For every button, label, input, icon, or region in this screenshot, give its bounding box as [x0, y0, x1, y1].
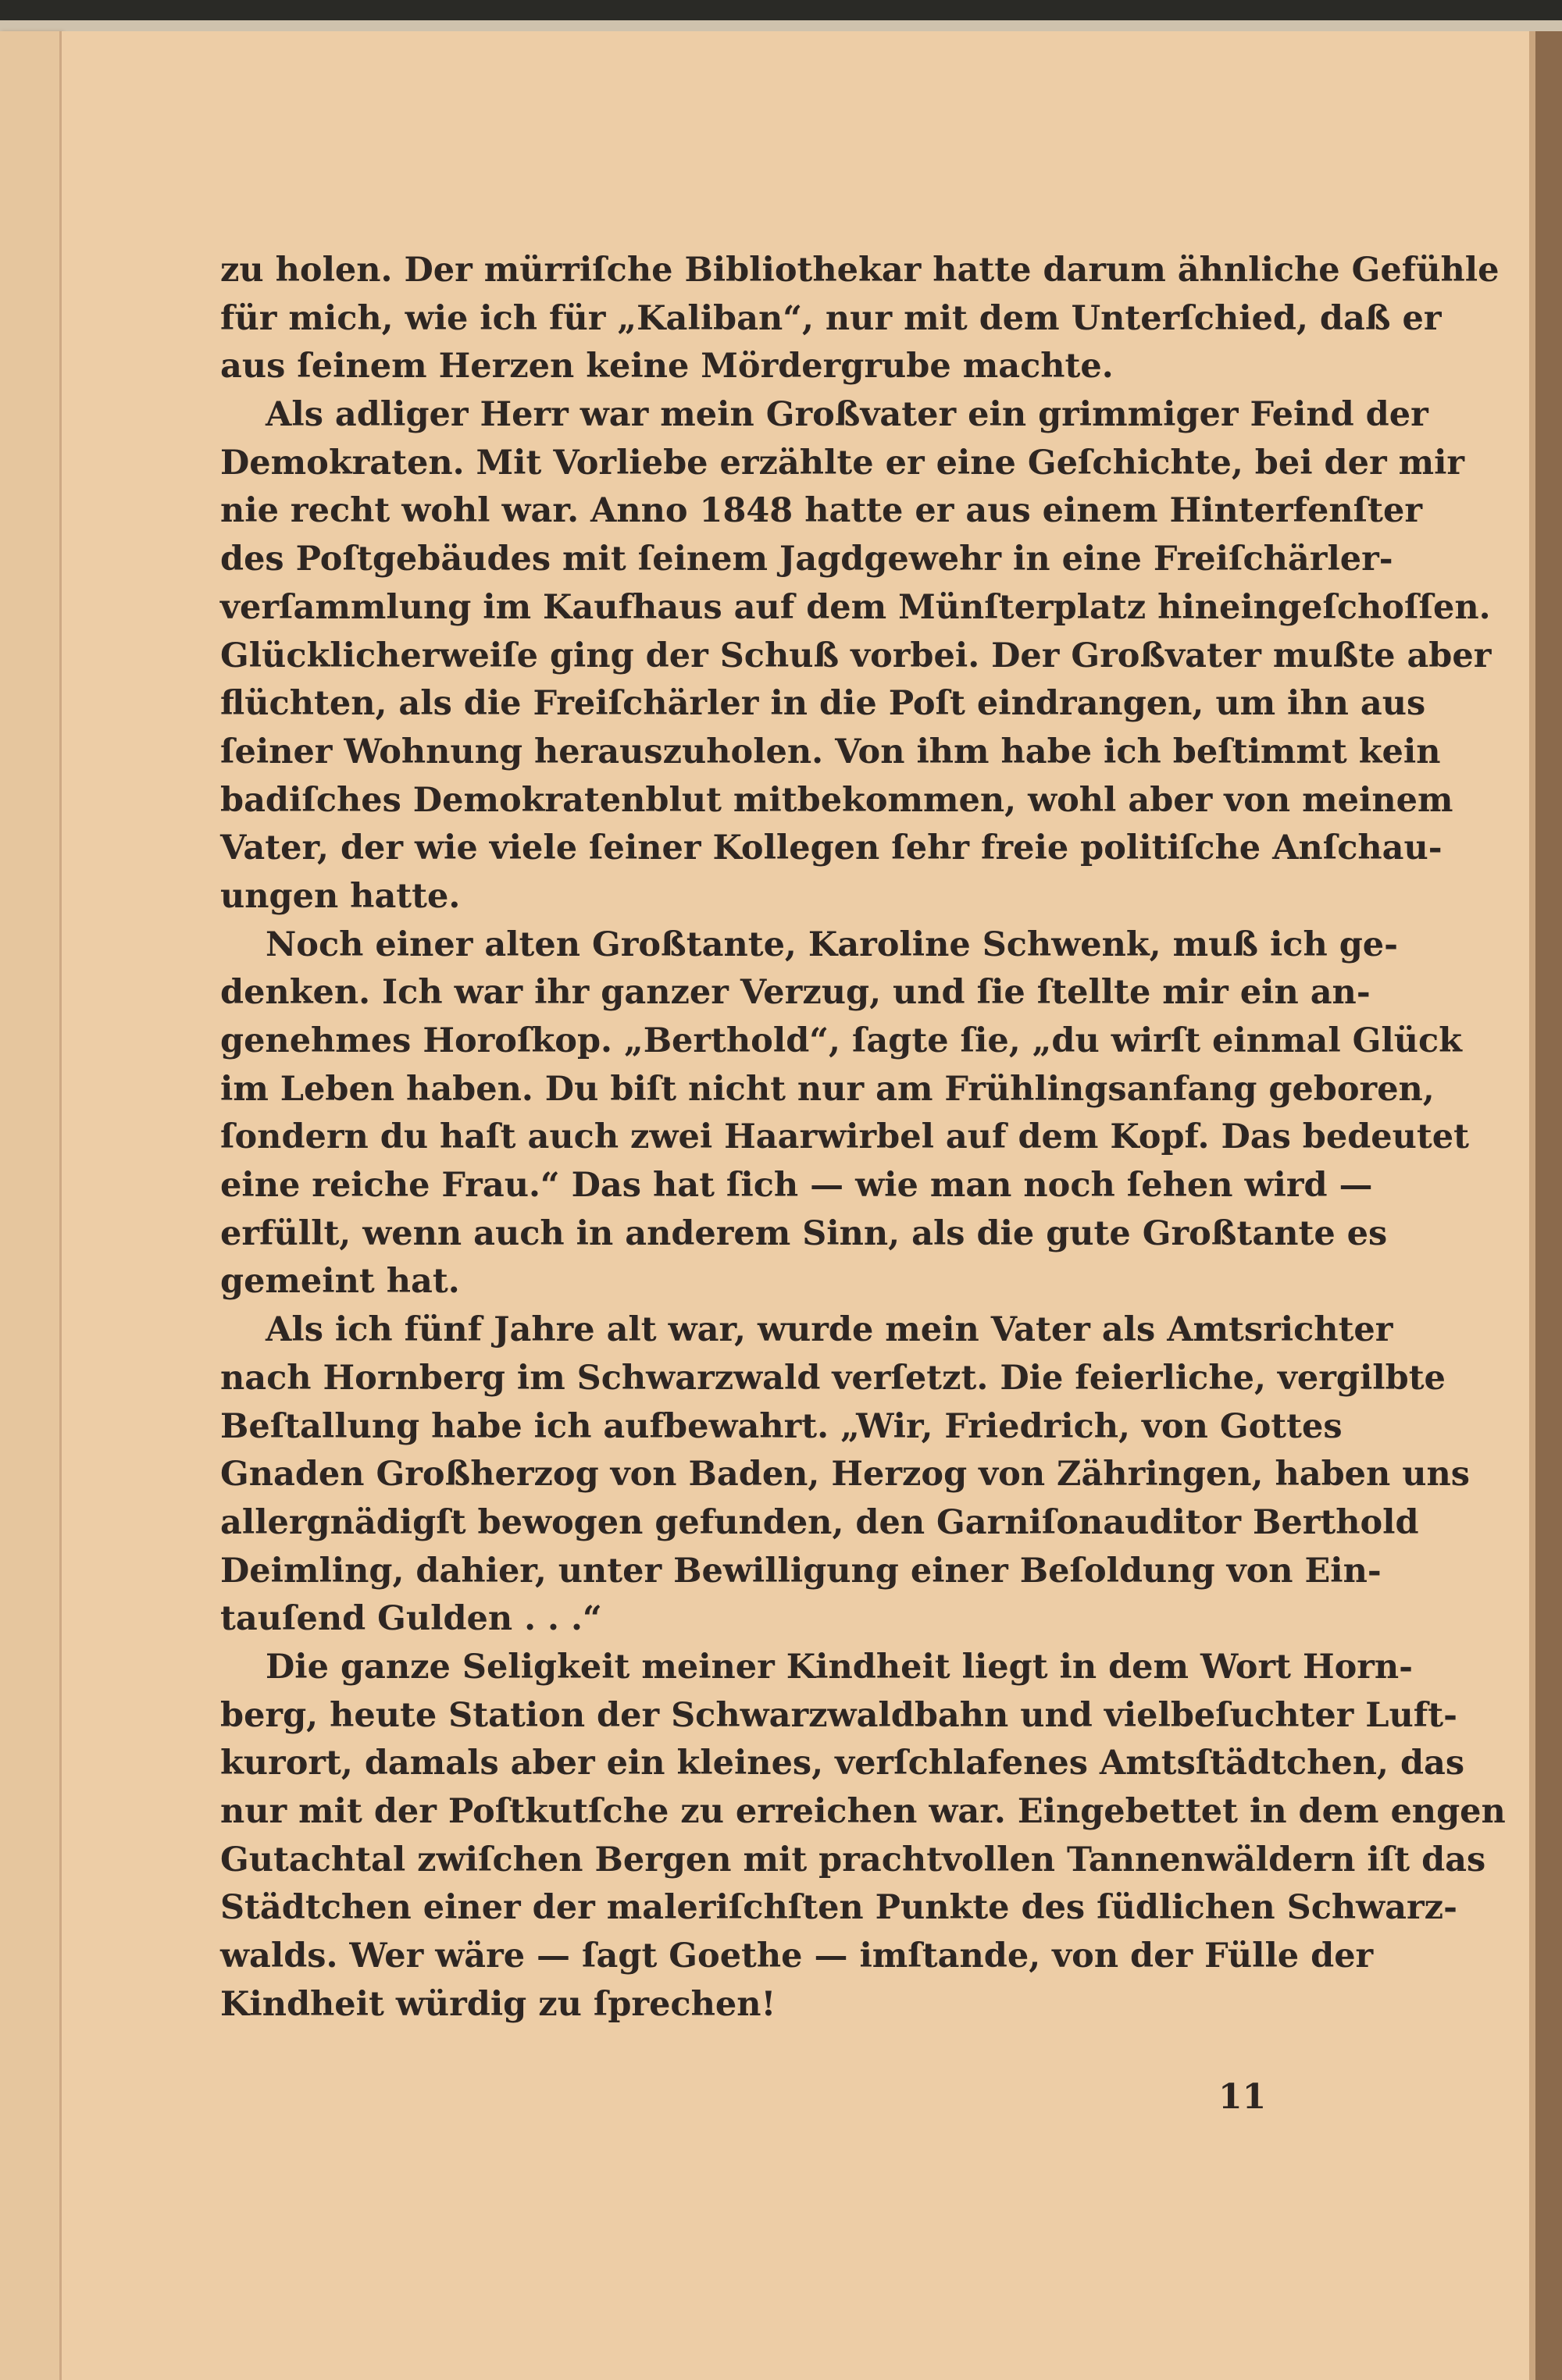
text-line: erfüllt, wenn auch in anderem Sinn, als die gute Großtante es: [220, 1213, 1388, 1253]
text-line: des Poſtgebäudes mit ſeinem Jagdgewehr in eine Freiſchärler-: [220, 540, 1393, 579]
text-line: zu holen. Der mürriſche Bibliothekar hatte darum ähnliche Gefühle: [220, 251, 1500, 290]
text-line: nach Hornberg im Schwarzwald verſetzt. Die feierliche, vergilbte: [220, 1358, 1446, 1398]
text-line: ſondern du haſt auch zwei Haarwirbel auf dem Kopf. Das bedeutet: [220, 1117, 1469, 1157]
text-line: gemeint hat.: [220, 1262, 460, 1302]
paragraph: [220, 1306, 1470, 1644]
paragraph: [220, 247, 1500, 391]
text-line: eine reiche Frau.“ Das hat ſich — wie man noch ſehen wird —: [220, 1166, 1373, 1206]
text-line: Beſtallung habe ich aufbewahrt. „Wir, Friedrich, von Gottes: [220, 1406, 1343, 1446]
text-line: walds. Wer wäre — ſagt Goethe — imſtande, von der Fülle der: [220, 1936, 1374, 1976]
text-line: aus ſeinem Herzen keine Mördergrube machte.: [220, 347, 1114, 387]
text-line: Gnaden Großherzog von Baden, Herzog von Zähringen, haben uns: [220, 1455, 1470, 1495]
paragraph: [220, 1644, 1506, 2029]
text-line: berg, heute Station der Schwarzwaldbahn und vielbeſuchter Luft-: [220, 1695, 1458, 1735]
text-line: Demokraten. Mit Vorliebe erzählte er eine Geſchichte, bei der mir: [220, 443, 1465, 483]
text-line: Glücklicherweiſe ging der Schuß vorbei. Der Großvater mußte aber: [220, 636, 1492, 675]
page-top-edge: [0, 20, 1562, 31]
text-line: Die ganze Seligkeit meiner Kindheit liegt in dem Wort Horn-: [266, 1647, 1414, 1687]
text-line: im Leben haben. Du biſt nicht nur am Frühlingsanfang geboren,: [220, 1069, 1435, 1109]
body-text: [220, 247, 1506, 2029]
paragraph: [220, 921, 1469, 1307]
text-line: Städtchen einer der maleriſchſten Punkte des ſüdlichen Schwarz-: [220, 1888, 1457, 1928]
text-line: Als adliger Herr war mein Großvater ein grimmiger Feind der: [266, 395, 1428, 435]
text-line: Gutachtal zwiſchen Bergen mit prachtvollen Tannenwäldern iſt das: [220, 1840, 1486, 1879]
facing-page-edge: [0, 31, 62, 2380]
text-line: ungen hatte.: [220, 876, 461, 916]
text-line: Deimling, dahier, unter Bewilligung einer Beſoldung von Ein-: [220, 1551, 1382, 1591]
text-line: verſammlung im Kaufhaus auf dem Münſterplatz hineingeſchoſſen.: [220, 587, 1491, 627]
book-right-edge: [1529, 31, 1562, 2380]
text-line: allergnädigſt bewogen gefunden, den Garniſonauditor Berthold: [220, 1502, 1419, 1542]
text-line: Vater, der wie viele ſeiner Kollegen ſehr freie politiſche Anſchau-: [220, 828, 1443, 868]
paragraph: [220, 391, 1492, 921]
text-line: genehmes Horoſkop. „Berthold“, ſagte ſie, „du wirſt einmal Glück: [220, 1021, 1462, 1060]
text-line: für mich, wie ich für „Kaliban“, nur mit dem Unterſchied, daß er: [220, 298, 1442, 338]
text-line: nie recht wohl war. Anno 1848 hatte er aus einem Hinterfenſter: [220, 491, 1423, 531]
page-number: 11: [1218, 2077, 1267, 2117]
text-line: badiſches Demokratenblut mitbekommen, wohl aber von meinem: [220, 780, 1453, 820]
text-line: flüchten, als die Freiſchärler in die Poſt eindrangen, um ihn aus: [220, 684, 1426, 724]
text-line: nur mit der Poſtkutſche zu erreichen war. Eingebettet in dem engen: [220, 1792, 1506, 1831]
text-line: Noch einer alten Großtante, Karoline Schwenk, muß ich ge-: [266, 925, 1398, 964]
text-line: ſeiner Wohnung herauszuholen. Von ihm habe ich beſtimmt kein: [220, 732, 1441, 771]
book-cover-edge: [0, 0, 1562, 20]
text-line: denken. Ich war ihr ganzer Verzug, und ſie ſtellte mir ein an-: [220, 973, 1371, 1013]
text-line: kurort, damals aber ein kleines, verſchlafenes Amtsſtädtchen, das: [220, 1744, 1465, 1783]
text-line: tauſend Gulden . . .“: [220, 1599, 602, 1639]
text-line: Kindheit würdig zu ſprechen!: [220, 1984, 776, 2024]
text-line: Als ich fünf Jahre alt war, wurde mein Vater als Amtsrichter: [266, 1310, 1393, 1350]
